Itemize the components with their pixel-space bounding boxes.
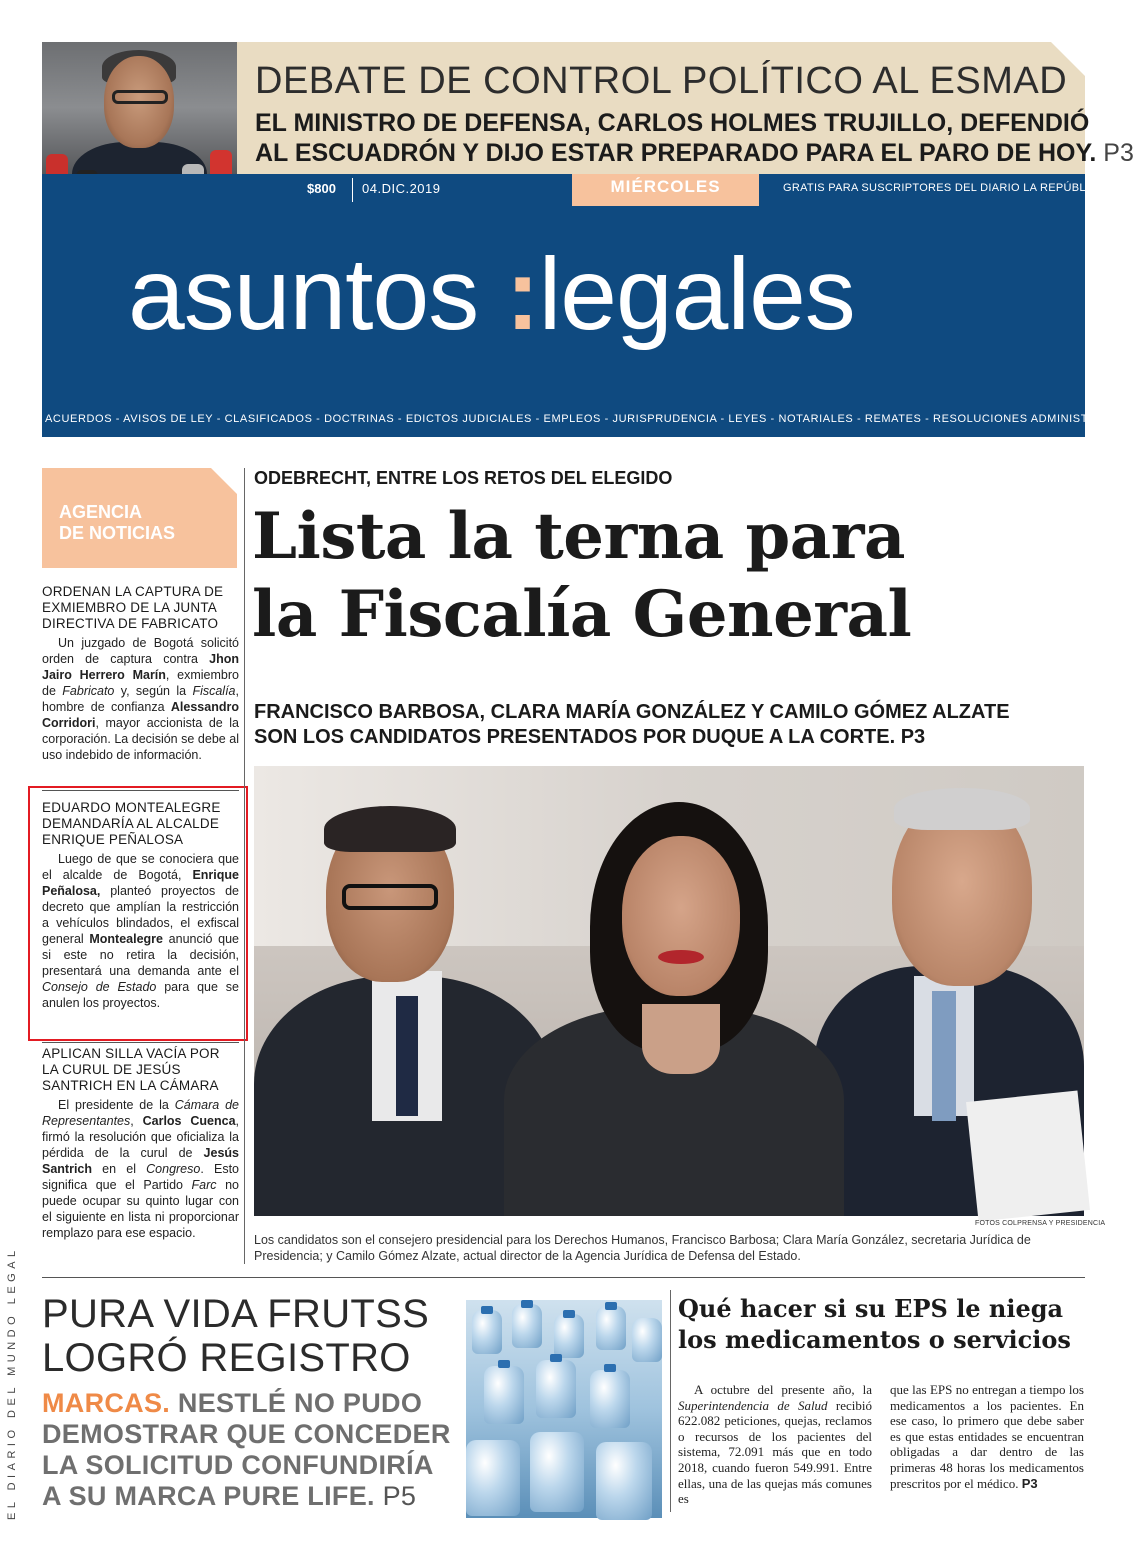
- text: , exmiembro de: [42, 668, 239, 698]
- banner-subtitle-line2: [255, 138, 1134, 168]
- headline-line2: la Fiscalía General: [252, 577, 912, 652]
- institution-name: Superintendencia de Salud: [678, 1397, 828, 1413]
- institution-name: Congreso: [146, 1162, 201, 1176]
- bottle-cap-icon: [605, 1302, 617, 1310]
- photo-caption: Los candidatos son el consejero presidencial para los Derechos Humanos, Francisco Barbosa; Clara María González, secretaria Jurídica de Presidencia; y Camilo Gómez Alzate, actual director de la Agencia Jurídica de Defensa del Estado.: [254, 1233, 1031, 1263]
- eps-title-line1: Qué hacer si su EPS le niega: [678, 1294, 1064, 1323]
- institution-name: Cámara de Representantes: [42, 1098, 239, 1128]
- brief-divider: [42, 1042, 239, 1043]
- column-divider: [244, 468, 245, 1264]
- newspaper-logo: [128, 236, 855, 353]
- masthead-info-strip: [42, 174, 1106, 206]
- bottle-cap-icon: [498, 1360, 510, 1368]
- photo-left-hair: [324, 806, 456, 852]
- headline-line1: Lista la terna para: [252, 499, 905, 574]
- section-divider: [42, 1277, 1085, 1278]
- sections-list: ACUERDOS - AVISOS DE LEY - CLASIFICADOS - DOCTRINAS - EDICTOS JUDICIALES - EMPLEOS - JURISPRUDENCIA - LEYES - NOTARIALES - REMATES - RESOLUCIONES ADMINISTRATIVAS: [45, 413, 1138, 425]
- brief-fabricato[interactable]: [42, 584, 239, 763]
- bottle-cap-icon: [521, 1300, 533, 1308]
- eps-page-ref: P3: [1021, 1475, 1038, 1491]
- text: . Esto significa que el Partido: [42, 1162, 239, 1192]
- pura-page-ref: P5: [382, 1481, 417, 1511]
- pura-dek-line4: [42, 1481, 451, 1512]
- photo-right-hair: [894, 788, 1030, 830]
- water-bottles-photo: [466, 1300, 662, 1518]
- bottle-icon: [596, 1442, 652, 1520]
- pura-dek-text: NESTLÉ NO PUDO: [170, 1388, 423, 1418]
- bottle-cap-icon: [604, 1364, 616, 1372]
- bottle-icon: [596, 1306, 626, 1350]
- person-name: Jhon Jairo Herrero Marín: [42, 652, 239, 682]
- bottle-icon: [554, 1314, 584, 1358]
- text: en el: [92, 1162, 147, 1176]
- banner-title: DEBATE DE CONTROL POLÍTICO AL ESMAD: [255, 60, 1068, 102]
- eps-body-column-2: [890, 1382, 1084, 1491]
- bottle-cap-icon: [481, 1306, 493, 1314]
- text: para que se anulen los proyectos.: [42, 980, 239, 1010]
- person-name: Montealegre: [89, 932, 164, 946]
- photo-left-glasses: [342, 884, 438, 910]
- highlight-box: [28, 786, 248, 1041]
- bottle-icon: [484, 1366, 524, 1424]
- brief-body: [42, 635, 239, 763]
- brief-title: ORDENAN LA CAPTURA DE EXMIEMBRO DE LA JUNTA DIRECTIVA DE FABRICATO: [42, 584, 224, 631]
- agency-label-text: [59, 502, 175, 544]
- company-name: Fabricato: [62, 684, 115, 698]
- banner-subtitle-line1: EL MINISTRO DE DEFENSA, CARLOS HOLMES TRUJILLO, DEFENDIÓ: [255, 109, 1090, 137]
- eps-headline[interactable]: [678, 1293, 1083, 1355]
- pura-vida-headline[interactable]: [42, 1292, 429, 1380]
- photo-left-tie: [396, 996, 418, 1116]
- text: , mayor accionista de la corporación. La decisión se debe al uso indebido de información.: [42, 716, 239, 762]
- agency-label-line2: DE NOTICIAS: [59, 523, 176, 543]
- bottle-icon: [466, 1440, 520, 1516]
- section-label-marcas: MARCAS.: [42, 1388, 171, 1418]
- text: , firmó la resolución que oficializa la pérdida de la curul de: [42, 1114, 240, 1160]
- person-name: Jesús Santrich: [42, 1146, 239, 1176]
- bottle-cap-icon: [550, 1354, 562, 1362]
- bottle-icon: [632, 1318, 662, 1362]
- main-dek: [254, 700, 1084, 750]
- text: , hombre de confianza: [42, 684, 239, 714]
- photo-credit: FOTOS COLPRENSA Y PRESIDENCIA: [975, 1220, 1106, 1227]
- price: $800: [307, 181, 336, 196]
- column-divider: [670, 1290, 671, 1512]
- pura-dek-line3: LA SOLICITUD CONFUNDIRÍA: [42, 1450, 434, 1480]
- issue-date: 04.DIC.2019: [362, 181, 441, 196]
- pura-dek-line2: DEMOSTRAR QUE CONCEDER: [42, 1419, 451, 1449]
- eps-title-line2: los medicamentos o servicios: [678, 1325, 1071, 1354]
- pura-vida-dek: [42, 1388, 451, 1512]
- text: que las EPS no entregan a tiempo los medicamentos a los pacientes. En ese caso, lo primero que debe saber es que estas entidades se encuentran obligadas a dar dentro de las primeras 48 horas los medicamentos prescritos por el médico.: [890, 1382, 1084, 1491]
- text: y, según la: [114, 684, 193, 698]
- dek-line2: [254, 725, 1084, 750]
- bottle-icon: [512, 1304, 542, 1348]
- person-name: Enrique Peñalosa,: [42, 868, 239, 898]
- banner-subtitle: [255, 108, 1134, 168]
- dek-text: SON LOS CANDIDATOS PRESENTADOS POR DUQUE A LA CORTE.: [254, 726, 896, 748]
- text: A octubre del presente año, la: [694, 1382, 872, 1397]
- subscriber-note: GRATIS PARA SUSCRIPTORES DEL DIARIO LA REPÚBLICA: [783, 182, 1106, 194]
- logo-colon: :: [505, 237, 539, 351]
- photo-right-papers: [966, 1090, 1090, 1221]
- text: ,: [130, 1114, 143, 1128]
- party-name: Farc: [191, 1178, 217, 1192]
- pura-title-line1: PURA VIDA FRUTSS: [42, 1292, 430, 1336]
- agency-label-line1: AGENCIA: [59, 502, 143, 522]
- main-photo-candidates: [254, 766, 1084, 1212]
- bottle-icon: [530, 1432, 584, 1512]
- bottle-icon: [472, 1310, 502, 1354]
- photo-center-lips: [658, 950, 704, 964]
- brief-title: EDUARDO MONTEALEGRE DEMANDARÍA AL ALCALDE ENRIQUE PEÑALOSA: [42, 800, 221, 847]
- photo-right-tie: [932, 991, 956, 1121]
- brief-santrich[interactable]: [42, 1046, 239, 1241]
- bottle-icon: [590, 1370, 630, 1428]
- divider: [352, 178, 353, 202]
- text: Luego de que se conociera que el alcalde de Bogotá,: [42, 852, 239, 882]
- banner-subtitle-text: AL ESCUADRÓN Y DIJO ESTAR PREPARADO PARA EL PARO DE HOY.: [255, 139, 1097, 167]
- vertical-tagline: EL DIARIO DEL MUNDO LEGAL: [6, 1246, 18, 1520]
- photo-glasses-shape: [112, 90, 168, 104]
- dek-page-ref: P3: [900, 726, 926, 748]
- eps-body-column-1: [678, 1382, 872, 1507]
- main-kicker: ODEBRECHT, ENTRE LOS RETOS DEL ELEGIDO: [254, 468, 673, 488]
- text: no puede ocupar su quinto lugar con el siguiente en lista ni proporcionar remplazo para ese espacio.: [42, 1178, 239, 1240]
- institution-name: Fiscalía: [192, 684, 236, 698]
- pura-dek-text: A SU MARCA PURE LIFE.: [42, 1481, 375, 1511]
- photo-center-neck: [642, 1004, 720, 1074]
- banner-panel: [237, 42, 1134, 174]
- person-name: Carlos Cuenca: [142, 1114, 236, 1128]
- agency-news-label: [42, 468, 237, 568]
- banner-page-ref: P3: [1103, 139, 1134, 167]
- text: El presidente de la: [58, 1098, 175, 1112]
- text: Un juzgado de Bogotá solicitó orden de captura contra: [42, 636, 239, 666]
- photo-center-face: [622, 836, 740, 996]
- text: recibió 622.082 peticiones, quejas, reclamos o recursos de los pacientes del sistema, 72.091 más que en todo 2018, cuando fueron 549.991. Entre ellas, una de las quejas más comunes es: [678, 1397, 873, 1507]
- bottle-icon: [536, 1360, 576, 1418]
- bottle-cap-icon: [563, 1310, 575, 1318]
- text: anunció que si este no retira la decisión, presentará una demanda ante el: [42, 932, 239, 978]
- dek-line1: FRANCISCO BARBOSA, CLARA MARÍA GONZÁLEZ Y CAMILO GÓMEZ ALZATE: [254, 701, 1010, 723]
- institution-name: Consejo de Estado: [42, 980, 157, 994]
- logo-word-left: asuntos: [128, 237, 479, 351]
- pura-dek-line1: [42, 1388, 451, 1419]
- weekday-badge: MIÉRCOLES: [572, 174, 759, 206]
- person-name: Alessandro Corridori: [42, 700, 239, 730]
- brief-body: [42, 1097, 239, 1241]
- masthead: [42, 174, 1138, 437]
- pura-title-line2: LOGRÓ REGISTRO: [42, 1336, 411, 1380]
- text: planteó proyectos de decreto que amplían la restricción a vehículos blindados, el exfiscal general: [42, 884, 239, 946]
- logo-word-right: legales: [538, 237, 855, 351]
- brief-title: APLICAN SILLA VACÍA POR LA CURUL DE JESÚS SANTRICH EN LA CÁMARA: [42, 1046, 220, 1093]
- main-headline[interactable]: [252, 498, 1082, 654]
